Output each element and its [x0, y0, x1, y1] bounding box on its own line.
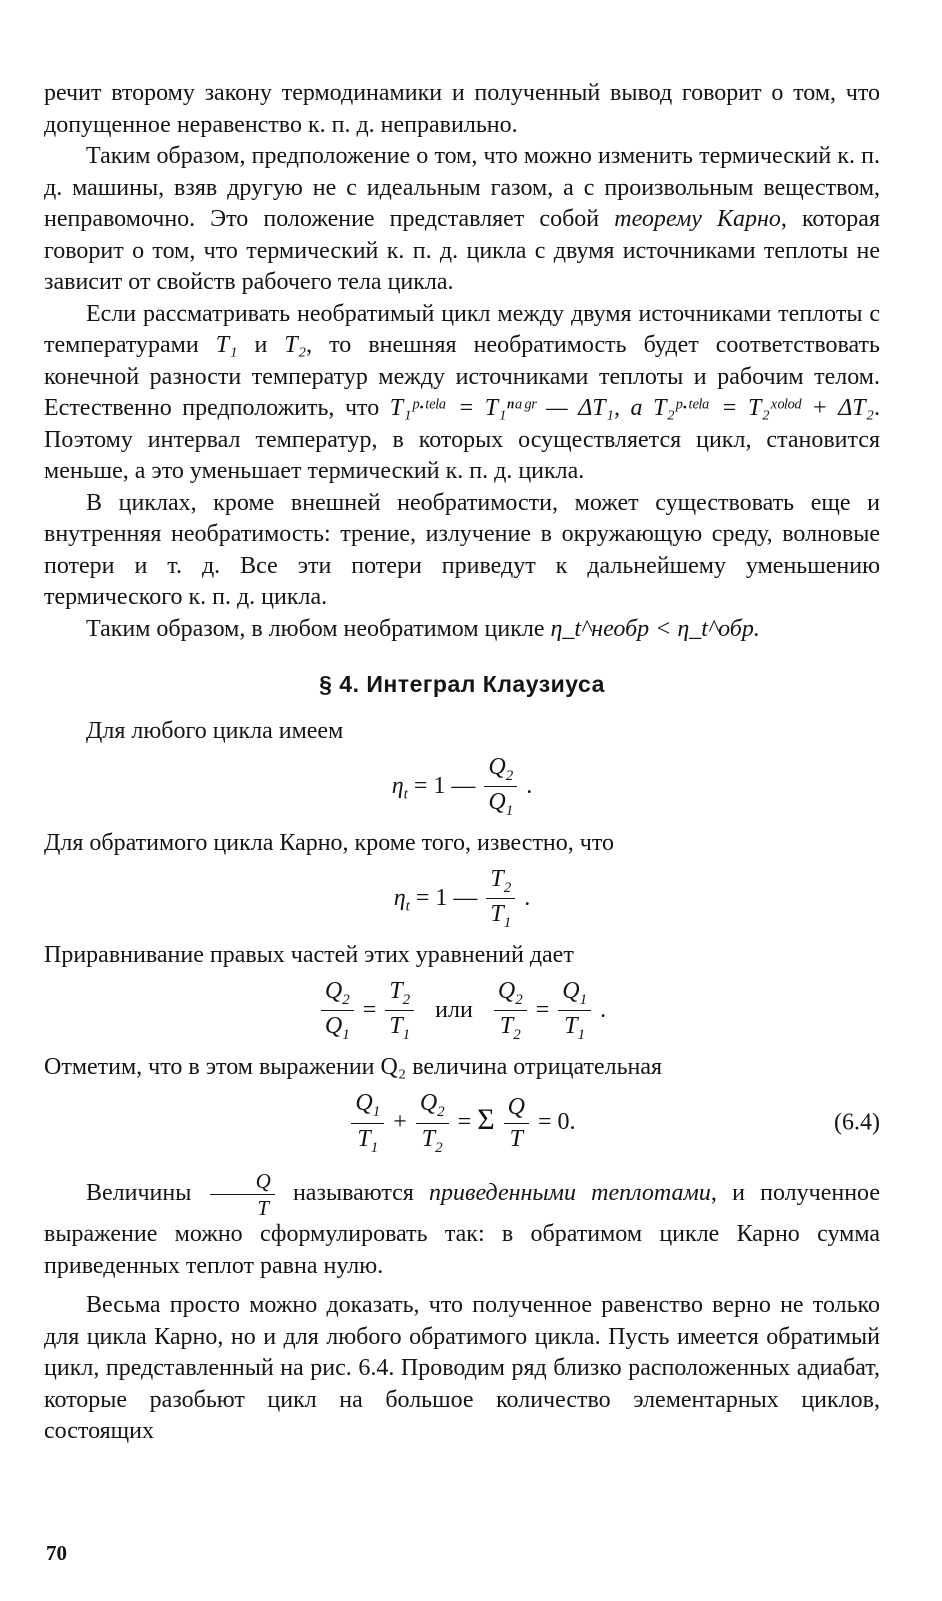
fraction-q2-q1: $\frac{Q_2}{Q_1}$	[321, 978, 354, 1045]
paragraph-carnot-cycle: Для обратимого цикла Карно, кроме того, известно, что	[44, 830, 615, 857]
fraction-q2-t2: $\frac{Q_2}{T_2}$	[416, 1090, 449, 1157]
page-number: 70	[46, 1541, 67, 1565]
denominator: $Q_1$	[488, 789, 514, 820]
numerator: $Q_2$	[484, 754, 517, 788]
fraction-q2-q1	[484, 754, 517, 821]
paragraph-reduced-heats	[44, 1170, 880, 1282]
text-and: и	[237, 332, 285, 358]
paragraph-irreversible-cycle	[44, 299, 880, 488]
paragraph-negative-q2: Отметим, что в этом выражении Q₂ величина отрицательная	[44, 1054, 663, 1081]
math-T2: T₂	[284, 332, 307, 358]
math-efficiency-inequality: η_t^необр < η_t^обр.	[550, 615, 760, 642]
paragraph-carnot-theorem	[44, 141, 880, 299]
paragraph-1: речит второму закону термодинамики и полученный вывод говорит о том, что допущенное неравенство к. п. д. неправильно.	[44, 80, 880, 138]
text-dot: .	[524, 884, 531, 911]
text-run: Если рассматривать необратимый цикл между двумя источниками теплоты с температурами	[44, 300, 880, 358]
fraction-q1-t1: $\frac{Q_1}{T_1}$	[558, 978, 591, 1045]
fraction-t2-t1: $\frac{T_2}{T_1}$	[385, 978, 414, 1045]
text-dot: .	[600, 996, 607, 1023]
text-run: Величины	[86, 1180, 207, 1207]
subscript-t: t	[403, 786, 408, 803]
reduced-heats-term: приведенными теплотами	[429, 1180, 711, 1207]
equation-number: (6.4)	[834, 1109, 880, 1136]
paragraph-any-cycle: Для любого цикла имеем	[86, 718, 344, 744]
fraction-q1-t1: $\frac{Q_1}{T_1}$	[351, 1090, 384, 1157]
text-run: Таким образом, в любом необратимом цикле	[86, 615, 551, 642]
fraction-q2-t2: $\frac{Q_2}{T_2}$	[494, 978, 527, 1045]
text-dot: .	[526, 772, 533, 799]
fraction-q-t: $\frac{Q}{T}$	[504, 1094, 529, 1153]
text-or: или	[435, 996, 473, 1023]
carnot-theorem-term: теорему Карно	[614, 206, 781, 232]
paragraph-conclusion	[44, 614, 880, 646]
paragraph-equating: Приравнивание правых частей этих уравнений дает	[44, 942, 574, 969]
symbol-eta: η	[391, 772, 404, 799]
text-zero: = 0.	[538, 1108, 576, 1135]
equation-ratio	[44, 978, 880, 1045]
equation-efficiency-heat	[44, 754, 880, 821]
math-T1: T₁	[215, 332, 238, 358]
page-body	[44, 78, 880, 1448]
text-plus: +	[393, 1108, 407, 1135]
fraction-t2-t1	[486, 866, 515, 933]
equation-6-4	[44, 1090, 880, 1157]
paragraph-proof: Весьма просто можно доказать, что полученное равенство верно не только для цикла Карно, но и для любого обратимого цикла. Пусть имеется обратимый цикл, представленный на рис. 6.4. Проводим ряд близко расположенных адиабат, которые разобьют цикл на большое количество элементарных циклов, состоящих	[44, 1292, 880, 1445]
math-temperature-relation: T₁ᵖ·ᵗᵉˡᵃ = T₁ⁿᵃᵍʳ — ΔT₁, а T₂ᵖ·ᵗᵉˡᵃ = T₂ˣᵒˡᵒᵈ + ΔT₂	[389, 395, 874, 421]
text-run: , то внешняя необратимость будет соответствовать конечной разности температур между источниками теплоты и рабочим телом. Естественно предположить, что	[44, 332, 880, 421]
numerator: $T_2$	[486, 866, 515, 900]
text-one-minus: = 1 —	[413, 772, 476, 799]
text-run: Таким образом, предположение о том, что можно изменить термический к. п. д. машины, взяв другую не с идеальным газом, а с произвольным веществом, неправомочно. Это положение представляет собой	[44, 143, 880, 232]
text-run: , и полученное выражение можно сформулировать так: в обратимом цикле Карно сумма приведенных теплот равна нулю.	[44, 1180, 880, 1279]
text-equals: =	[535, 996, 550, 1023]
fraction-q-t-inline: $\frac{Q}{T}$	[210, 1170, 275, 1219]
subscript-t: t	[405, 898, 410, 915]
equation-efficiency-temperature	[44, 866, 880, 933]
text-run: называются	[277, 1180, 430, 1207]
text-run: , которая говорит о том, что термический к. п. д. цикла с двумя источниками теплоты не зависит от свойств рабочего тела цикла.	[44, 206, 880, 295]
text-equals: =	[457, 1108, 472, 1135]
symbol-eta: η	[393, 884, 406, 911]
paragraph-internal-irreversibility: В циклах, кроме внешней необратимости, может существовать еще и внутренняя необратимость: трение, излучение в окружающую среду, волновые потери и т. д. Все эти потери приведут к дальнейшему уменьшению термического к. п. д. цикла.	[44, 489, 880, 610]
symbol-sigma: Σ	[477, 1102, 495, 1136]
section-heading: § 4. Интеграл Клаузиуса	[319, 671, 605, 697]
text-equals: =	[362, 996, 377, 1023]
text-one-minus: = 1 —	[415, 884, 478, 911]
text-run: . Поэтому интервал температур, в которых осуществляется цикл, становится меньше, а это уменьшает термический к. п. д. цикла.	[44, 395, 880, 484]
denominator: $T_1$	[490, 901, 512, 932]
